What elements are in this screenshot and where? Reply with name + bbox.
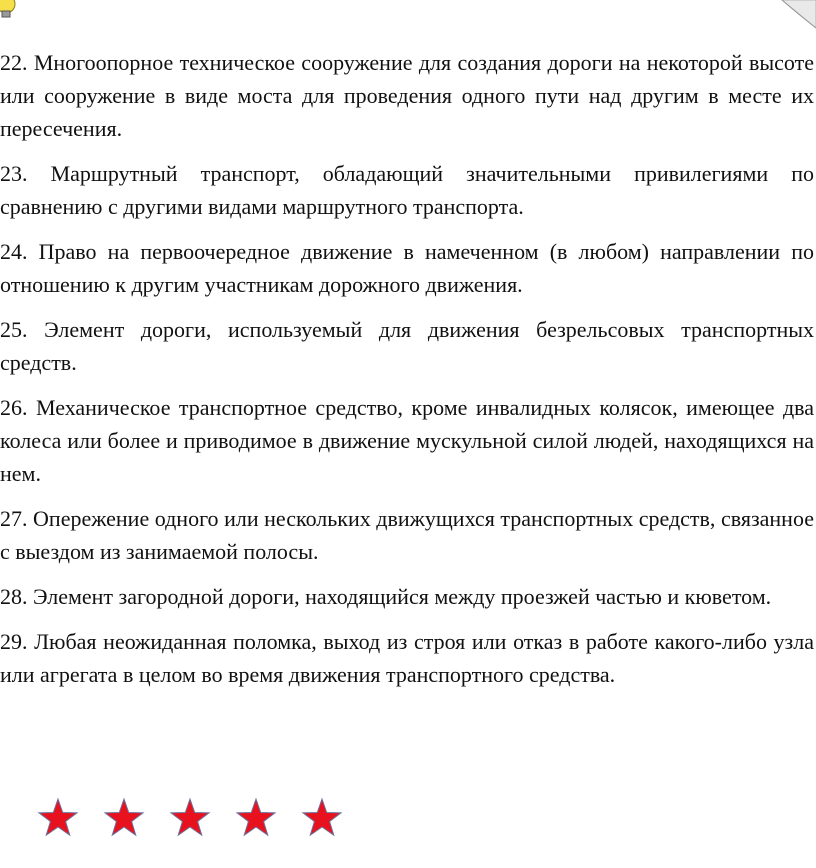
definition-item-27: 27. Опережение одного или нескольких движущихся транспортных средств, связанное с выездом из занимаемой полосы. xyxy=(0,506,814,564)
star-icon xyxy=(102,796,146,840)
definition-item-22: 22. Многоопорное техническое сооружение для создания дороги на некоторой высоте или сооружение в виде моста для проведения одного пути над другим в месте их пересечения. xyxy=(0,50,814,141)
star-icon xyxy=(300,796,344,840)
definition-item-26: 26. Механическое транспортное средство, кроме инвалидных колясок, имеющее два колеса или более и приводимое в движение мускульной силой людей, находящихся на нем. xyxy=(0,395,814,486)
definition-item-28: 28. Элемент загородной дороги, находящийся между проезжей частью и кюветом. xyxy=(0,584,772,609)
definition-item-25: 25. Элемент дороги, используемый для движения безрельсовых транспортных средств. xyxy=(0,317,814,375)
definitions-list xyxy=(0,46,814,703)
star-icon xyxy=(168,796,212,840)
page-curl-icon xyxy=(776,0,816,32)
star-icon xyxy=(234,796,278,840)
star-rating xyxy=(36,796,344,840)
definition-item-29: 29. Любая неожиданная поломка, выход из строя или отказ в работе какого-либо узла или агрегата в целом во время движения транспортного средства. xyxy=(0,629,814,687)
definition-item-23: 23. Маршрутный транспорт, обладающий значительными привилегиями по сравнению с другими видами маршрутного транспорта. xyxy=(0,161,814,219)
lightbulb-icon xyxy=(0,0,18,20)
definition-item-24: 24. Право на первоочередное движение в намеченном (в любом) направлении по отношению к другим участникам дорожного движения. xyxy=(0,239,814,297)
star-icon xyxy=(36,796,80,840)
